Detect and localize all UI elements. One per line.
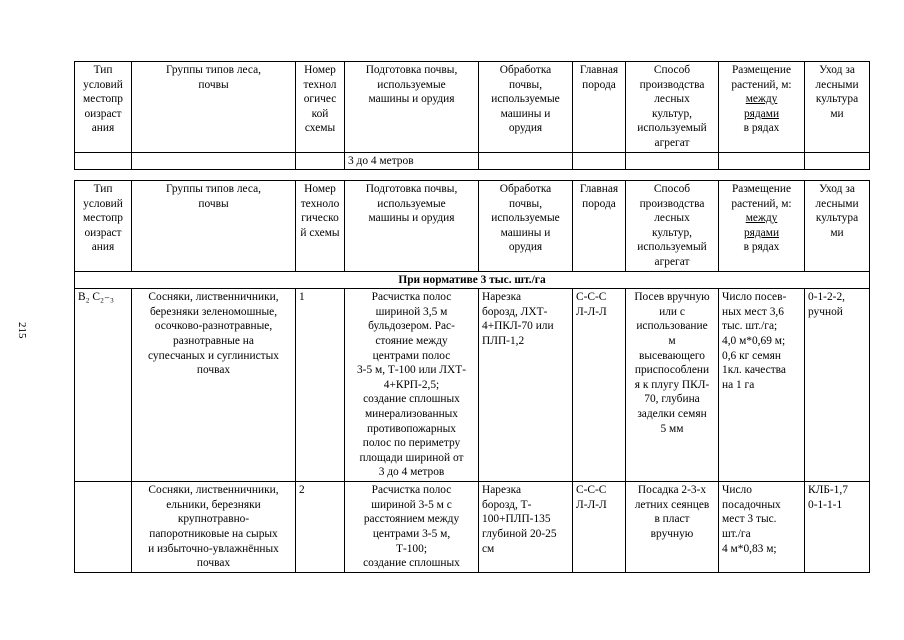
section-row — [75, 271, 870, 289]
scheme-number-cell: 1 — [296, 289, 345, 482]
empty-cell — [719, 152, 805, 170]
header-care: Уход за лесными культура ми — [805, 62, 870, 153]
header-main-species: Главная порода — [573, 62, 626, 153]
empty-cell — [573, 152, 626, 170]
scheme-number-cell: 2 — [296, 482, 345, 573]
header-soil-treatment: Обработка почвы, используемые машины и орудия — [479, 62, 573, 153]
table-row — [75, 482, 870, 573]
page-number: 215 — [16, 322, 28, 339]
header-scheme-number: Номер технол огичес кой схемы — [296, 62, 345, 153]
empty-cell — [296, 152, 345, 170]
section-title: При нормативе 3 тыс. шт./га — [75, 271, 870, 289]
header-soil-preparation: Подготовка почвы, используемые машины и орудия — [345, 181, 479, 272]
site-type-cell — [75, 482, 132, 573]
header-main-species: Главная порода — [573, 181, 626, 272]
soil-treatment-cell: Нарезка борозд, Т- 100+ПЛП-135 глубиной 20-25 см — [479, 482, 573, 573]
header-forest-groups: Группы типов леса, почвы — [132, 62, 296, 153]
header-production-method: Способ производства лесных культур, используемый агрегат — [626, 62, 719, 153]
production-method-cell: Посадка 2-3-х летних сеянцев в пласт вручную — [626, 482, 719, 573]
header-production-method: Способ производства лесных культур, используемый агрегат — [626, 181, 719, 272]
table-row — [75, 152, 870, 170]
soil-preparation-cell: Расчистка полос шириной 3-5 м с расстоянием между центрами 3-5 м, Т-100; создание сплошных — [345, 482, 479, 573]
site-type-cell: В₂ С₂₋₃ — [75, 289, 132, 482]
table-header-row — [75, 181, 870, 272]
placement-between-rows: между рядами — [743, 93, 780, 120]
forest-groups-cell: Сосняки, лиственничники, березняки зеленомошные, осочково-разнотравные, разнотравные на супесчаных и суглинистых почвах — [132, 289, 296, 482]
forest-groups-cell: Сосняки, лиственничники, ельники, березняки крупнотравно- папоротниковые на сырых и избыточно-увлажнённых почвах — [132, 482, 296, 573]
header-site-type: Тип условий местопр оизраст ания — [75, 62, 132, 153]
production-method-cell: Посев вручную или с использование м высевающего приспособлени я к плугу ПКЛ- 70, глубина заделки семян 5 мм — [626, 289, 719, 482]
placement-between-rows: между рядами — [743, 212, 780, 239]
placement-in-rows: в рядах — [743, 241, 780, 254]
header-soil-treatment: Обработка почвы, используемые машины и орудия — [479, 181, 573, 272]
placement-in-rows: в рядах — [743, 122, 780, 135]
table-row — [75, 289, 870, 482]
empty-cell — [479, 152, 573, 170]
empty-cell — [805, 152, 870, 170]
empty-cell — [75, 152, 132, 170]
table-main — [74, 180, 870, 573]
main-species-cell: С-С-С Л-Л-Л — [573, 482, 626, 573]
header-site-type: Тип условий местопр оизраст ания — [75, 181, 132, 272]
header-soil-preparation: Подготовка почвы, используемые машины и орудия — [345, 62, 479, 153]
empty-cell — [626, 152, 719, 170]
care-cell: КЛБ-1,7 0-1-1-1 — [805, 482, 870, 573]
main-species-cell: С-С-С Л-Л-Л — [573, 289, 626, 482]
soil-treatment-cell: Нарезка борозд, ЛХТ- 4+ПКЛ-70 или ПЛП-1,2 — [479, 289, 573, 482]
header-scheme-number: Номер техноло гическо й схемы — [296, 181, 345, 272]
table-header-row — [75, 62, 870, 153]
header-placement — [719, 181, 805, 272]
placement-cell: Число посев- ных мест 3,6 тыс. шт./га; 4,0 м*0,69 м; 0,6 кг семян 1кл. качества на 1 га — [719, 289, 805, 482]
header-placement — [719, 62, 805, 153]
empty-cell — [132, 152, 296, 170]
header-forest-groups: Группы типов леса, почвы — [132, 181, 296, 272]
placement-label: Размещение растений, м: — [731, 64, 792, 91]
care-cell: 0-1-2-2, ручной — [805, 289, 870, 482]
header-care: Уход за лесными культура ми — [805, 181, 870, 272]
soil-preparation-cell: Расчистка полос шириной 3,5 м бульдозером. Рас- стояние между центрами полос 3-5 м, Т-100 или ЛХТ- 4+КРП-2,5; создание сплошных минерализованных противопожарных полос по периметру площади шириной от 3 до 4 метров — [345, 289, 479, 482]
continuation-text: 3 до 4 метров — [345, 152, 479, 170]
placement-cell: Число посадочных мест 3 тыс. шт./га 4 м*0,83 м; — [719, 482, 805, 573]
table-top — [74, 61, 870, 170]
placement-label: Размещение растений, м: — [731, 183, 792, 210]
